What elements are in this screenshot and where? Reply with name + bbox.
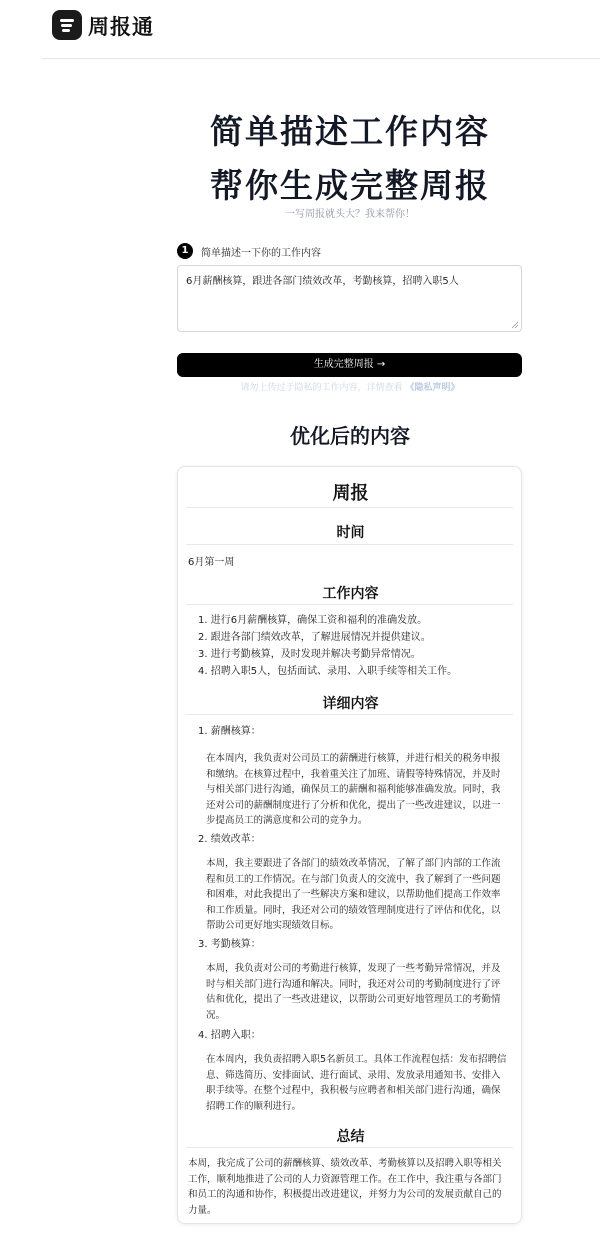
- detail-label: 2. 绩效改革：: [198, 834, 261, 845]
- privacy-text: 请勿上传过于隐私的工作内容，详情查看: [240, 383, 403, 393]
- step-indicator: [177, 243, 321, 259]
- step-number: 1: [177, 243, 193, 259]
- report-card: [177, 466, 522, 1224]
- privacy-notice: [0, 380, 600, 393]
- detail-label: 1. 薪酬核算：: [198, 726, 261, 737]
- privacy-link[interactable]: 《隐私声明》: [405, 383, 460, 393]
- list-item: 4. 招聘入职5人，包括面试、录用、入职手续等相关工作。: [198, 666, 458, 677]
- report-title: 周报: [332, 483, 369, 504]
- time-heading: 时间: [336, 525, 365, 541]
- divider: [186, 1147, 513, 1148]
- list-lines-icon[interactable]: [52, 10, 82, 40]
- detail-label: 4. 招聘入职：: [198, 1030, 261, 1041]
- divider: [186, 604, 513, 605]
- list-item: 3. 进行考勤核算，及时发现并解决考勤异常情况。: [198, 649, 421, 660]
- summary-heading: 总结: [336, 1129, 365, 1145]
- summary-paragraph: 本周，我完成了公司的薪酬核算、绩效改革、考勤核算以及招聘入职等相关 工作，顺利地推进了公司的人力资源管理工作。在工作中，我注重与各部门 和员工的沟通和协作，积极提出改进建议，并努力为公司的发展贡献自己的 力量。: [188, 1158, 502, 1216]
- work-description-input[interactable]: [177, 265, 522, 332]
- result-section-title: 优化后的内容: [290, 424, 410, 448]
- app-header: [0, 0, 600, 58]
- header-divider: [42, 58, 600, 59]
- detail-paragraph: 本周，我主要跟进了各部门的绩效改革情况，了解了部门内部的工作流 程和员工的工作情况。在与部门负责人的交流中，我了解到了一些问题 和困难，对此我提出了一些解决方案和建议，以帮助他们提高工作效率 和工作质量。同时，我还对公司的绩效管理制度进行了评估和优化，以 帮助公司更好地实现绩效目标。: [206, 858, 501, 931]
- generate-report-button[interactable]: 生成完整周报 →: [177, 353, 522, 377]
- detail-paragraph: 在本周内，我负责招聘入职5名新员工。具体工作流程包括：发布招聘信 息、筛选简历、安排面试、进行面试、录用、发放录用通知书、安排入 职手续等。在整个过程中，我积极与应聘者和相关部门进行沟通，确保 招聘工作的顺利进行。: [206, 1054, 507, 1112]
- input-value: 6月薪酬核算，跟进各部门绩效改革，考勤核算，招聘入职5人: [186, 276, 459, 287]
- time-value: 6月第一周: [188, 557, 235, 568]
- detail-paragraph: 在本周内，我负责对公司员工的薪酬进行核算，并进行相关的税务申报 和缴纳。在核算过程中，我着重关注了加班、请假等特殊情况，并及时 与相关部门进行沟通，确保员工的薪酬和福利能够准确发放。同时，我 还对公司的薪酬制度进行了分析和优化，提出了一些改进建议，以进一 步提高员工的满意度和公司的竞争力。: [206, 753, 501, 826]
- detail-label: 3. 考勤核算：: [198, 939, 261, 950]
- logo-text[interactable]: 周报通: [88, 15, 154, 39]
- divider: [186, 507, 513, 508]
- hero-subtitle: 一写周报就头大？我来帮你！: [285, 209, 415, 220]
- resize-handle-icon[interactable]: [511, 321, 519, 329]
- divider: [186, 544, 513, 545]
- detail-heading: 详细内容: [322, 696, 379, 712]
- detail-paragraph: 本周，我负责对公司的考勤进行核算，发现了一些考勤异常情况，并及 时与相关部门进行沟通和解决。同时，我还对公司的考勤制度进行了评 估和优化，提出了一些改进建议，以帮助公司更好地管理员工的考勤情 况。: [206, 963, 501, 1021]
- step-label: 简单描述一下你的工作内容: [201, 247, 321, 259]
- list-item: 2. 跟进各部门绩效改革，了解进展情况并提供建议。: [198, 632, 431, 643]
- work-heading: 工作内容: [322, 586, 379, 602]
- hero-title-line1: 简单描述工作内容: [210, 112, 490, 151]
- list-item: 1. 进行6月薪酬核算，确保工资和福利的准确发放。: [198, 615, 428, 626]
- divider: [186, 714, 513, 715]
- hero-title-line2: 帮你生成完整周报: [210, 166, 490, 205]
